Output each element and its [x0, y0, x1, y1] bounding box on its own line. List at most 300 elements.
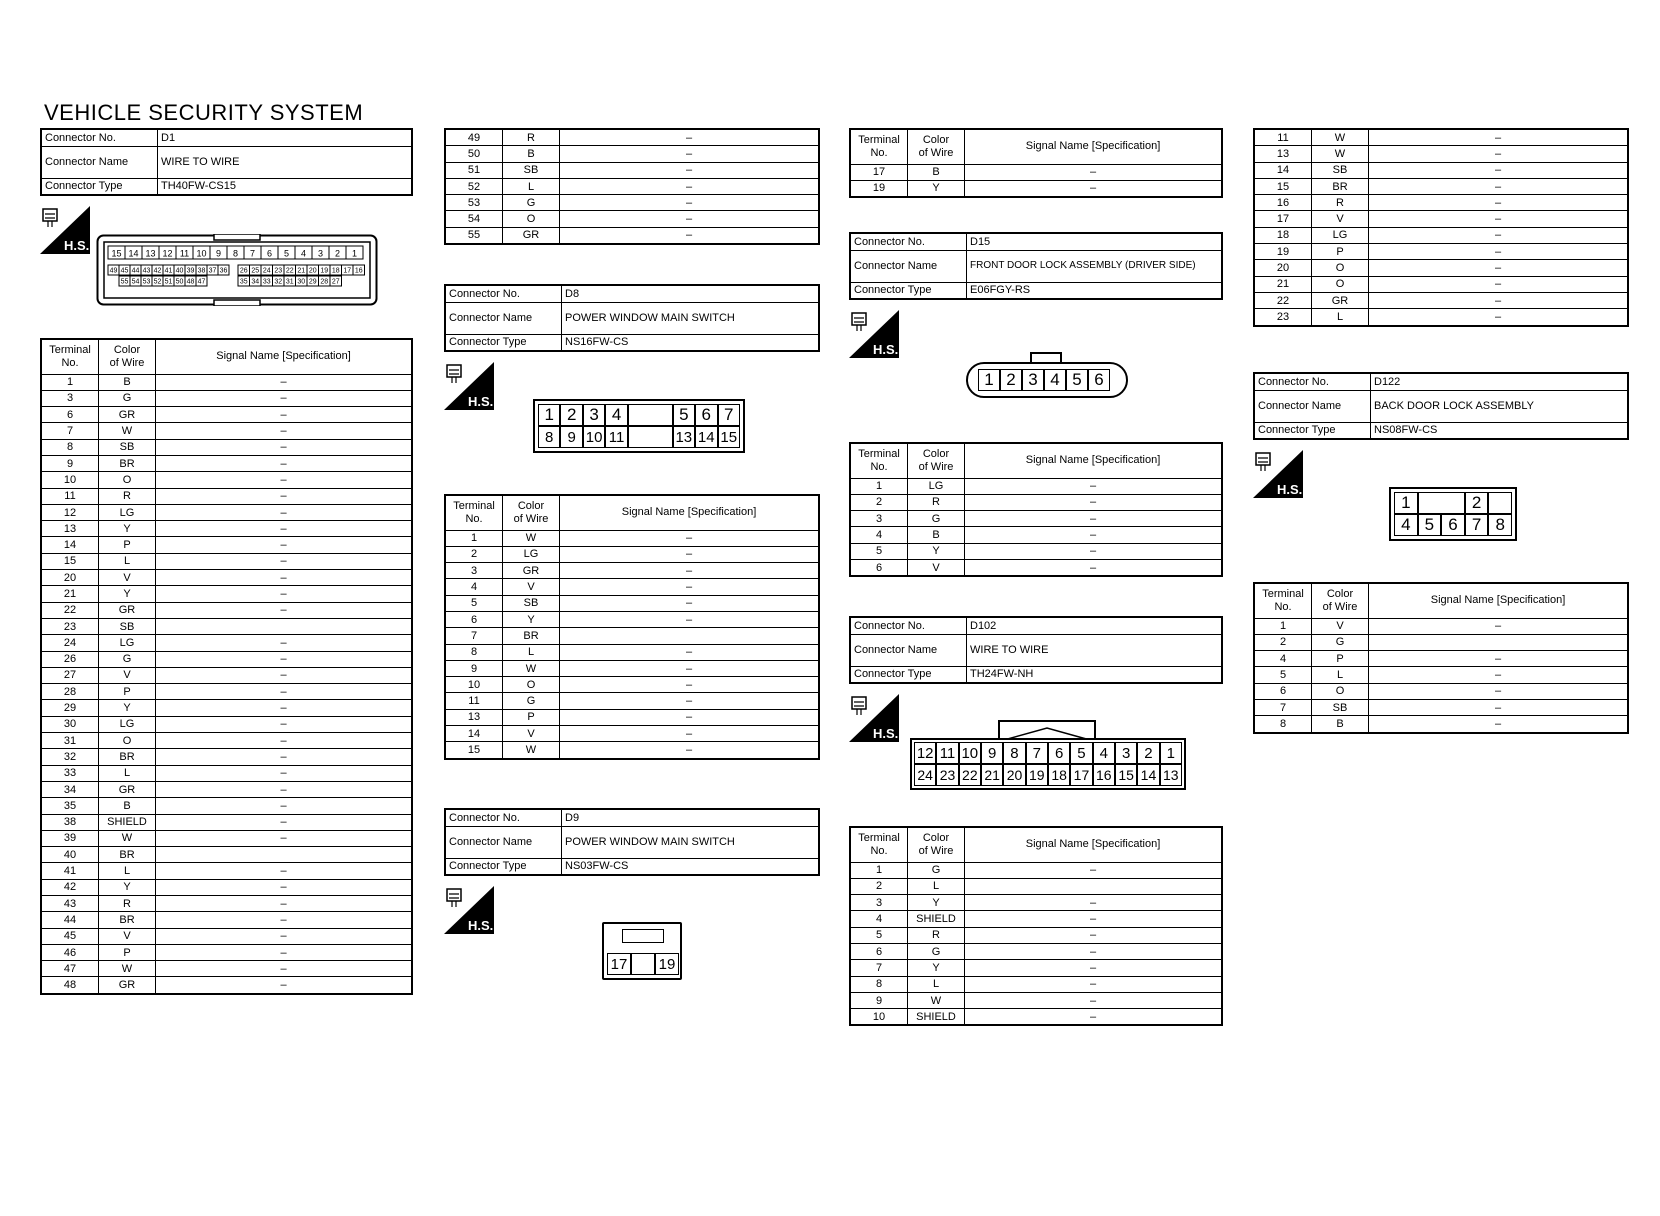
wire-color-cell: L	[1312, 309, 1369, 326]
wire-color-cell: L	[99, 863, 156, 879]
signal-name-cell: –	[560, 211, 820, 227]
signal-name-cell: –	[965, 862, 1223, 878]
signal-name-cell: –	[965, 895, 1223, 911]
connector-pin: 19	[320, 267, 329, 275]
connector-pin: 7	[1026, 742, 1048, 764]
table-row	[850, 943, 1222, 959]
signal-name-cell: –	[1369, 146, 1629, 162]
wire-color-cell: SB	[99, 439, 156, 455]
table-row	[445, 742, 819, 759]
signal-name-cell: –	[156, 553, 413, 569]
table-row	[445, 693, 819, 709]
label-connector-type: Connector Type	[1254, 422, 1371, 439]
connector-type-value: NS03FW-CS	[562, 858, 820, 875]
wire-color-cell: BR	[503, 628, 560, 644]
signal-name-cell: –	[156, 455, 413, 471]
wire-color-cell: L	[503, 178, 560, 194]
terminal-no-cell: 47	[41, 961, 99, 977]
terminal-table-d9	[849, 128, 1223, 198]
wire-color-cell: V	[1312, 211, 1369, 227]
connector-pin: 51	[164, 278, 173, 286]
signal-name-cell: –	[560, 579, 820, 595]
terminal-no-cell: 52	[445, 178, 503, 194]
connector-key	[1418, 492, 1465, 514]
signal-name-cell	[156, 618, 413, 634]
connector-pin: 16	[354, 267, 363, 275]
signal-name-cell: –	[560, 563, 820, 579]
wire-color-cell: P	[1312, 244, 1369, 260]
table-row	[41, 488, 412, 504]
table-row	[445, 611, 819, 627]
wire-color-cell: G	[99, 390, 156, 406]
connector-pin: 47	[197, 278, 206, 286]
connector-key	[631, 953, 655, 975]
signal-name-cell: –	[560, 693, 820, 709]
table-row	[445, 546, 819, 562]
table-row	[41, 407, 412, 423]
table-row	[41, 618, 412, 634]
signal-name-cell: –	[1369, 309, 1629, 326]
signal-name-cell: –	[1369, 244, 1629, 260]
table-row	[41, 635, 412, 651]
connector-pin: 5	[1070, 742, 1092, 764]
table-row	[445, 530, 819, 546]
connector-no-value: D15	[967, 233, 1223, 250]
table-row	[41, 570, 412, 586]
wire-color-cell: SHIELD	[99, 814, 156, 830]
connector-pin: 40	[175, 267, 184, 275]
signal-name-cell: –	[560, 129, 820, 146]
connector-info-d102	[849, 616, 1223, 684]
wire-color-cell: R	[1312, 195, 1369, 211]
wire-color-cell: W	[1312, 146, 1369, 162]
signal-name-cell: –	[1369, 276, 1629, 292]
terminal-no-cell: 10	[445, 677, 503, 693]
connector-type-value: TH40FW-CS15	[158, 178, 413, 195]
wire-color-cell: L	[99, 765, 156, 781]
table-row	[41, 553, 412, 569]
wire-color-cell: GR	[99, 602, 156, 618]
terminal-no-cell: 4	[445, 579, 503, 595]
connector-type-value: NS08FW-CS	[1371, 422, 1629, 439]
table-row	[1254, 227, 1628, 243]
wire-color-cell: V	[99, 570, 156, 586]
connector-pin: 9	[215, 248, 222, 259]
d102-connector-diagram	[910, 720, 1186, 794]
terminal-no-cell: 26	[41, 651, 99, 667]
signal-name-cell: –	[156, 635, 413, 651]
signal-name-cell: –	[156, 439, 413, 455]
signal-name-cell: –	[1369, 162, 1629, 178]
signal-name-cell: –	[560, 546, 820, 562]
signal-name-cell: –	[965, 1009, 1223, 1026]
connector-pin: 11	[605, 426, 627, 448]
table-row	[41, 684, 412, 700]
table-row	[41, 733, 412, 749]
signal-name-cell: –	[560, 162, 820, 178]
table-row	[850, 527, 1222, 543]
header-terminal: Terminal No.	[850, 827, 908, 862]
wire-color-cell: G	[908, 862, 965, 878]
connector-pin: 1	[538, 404, 560, 426]
signal-name-cell: –	[156, 504, 413, 520]
signal-name-cell: –	[1369, 618, 1629, 634]
label-connector-name: Connector Name	[41, 146, 158, 178]
connector-pin: 41	[164, 267, 173, 275]
wire-color-cell: B	[1312, 716, 1369, 733]
signal-name-cell: –	[156, 716, 413, 732]
table-row	[850, 911, 1222, 927]
connector-pin: 1	[978, 369, 1000, 391]
header-color: Color of Wire	[1312, 583, 1369, 618]
connector-pin: 52	[153, 278, 162, 286]
wire-color-cell: GR	[99, 407, 156, 423]
terminal-no-cell: 3	[445, 563, 503, 579]
connector-no-value: D102	[967, 617, 1223, 634]
terminal-no-cell: 5	[1254, 667, 1312, 683]
signal-name-cell: –	[1369, 178, 1629, 194]
connector-pin: 10	[196, 248, 207, 259]
terminal-no-cell: 22	[1254, 292, 1312, 308]
signal-name-cell: –	[156, 390, 413, 406]
table-row	[41, 977, 412, 994]
table-row	[41, 781, 412, 797]
wire-color-cell: Y	[908, 543, 965, 559]
terminal-no-cell: 50	[445, 146, 503, 162]
connector-pin: 29	[308, 278, 317, 286]
connector-pin: 3	[583, 404, 605, 426]
connector-pin: 1	[1160, 742, 1182, 764]
terminal-table-d1-continued	[444, 128, 820, 245]
connector-pin: 8	[1003, 742, 1025, 764]
table-row	[850, 543, 1222, 559]
label-connector-no: Connector No.	[1254, 373, 1371, 390]
table-row	[1254, 309, 1628, 326]
table-row	[445, 644, 819, 660]
terminal-no-cell: 2	[445, 546, 503, 562]
connector-pin: 6	[266, 248, 273, 259]
header-signal: Signal Name [Specification]	[1369, 583, 1629, 618]
terminal-no-cell: 4	[850, 527, 908, 543]
terminal-no-cell: 6	[850, 559, 908, 576]
connector-pin: 14	[1137, 764, 1159, 786]
table-row	[1254, 178, 1628, 194]
svg-text:H.S.: H.S.	[64, 238, 90, 253]
wire-color-cell: L	[908, 878, 965, 894]
wire-color-cell: W	[99, 961, 156, 977]
wire-color-cell: R	[908, 494, 965, 510]
table-row	[41, 700, 412, 716]
header-signal: Signal Name [Specification]	[965, 827, 1223, 862]
signal-name-cell: –	[156, 684, 413, 700]
signal-name-cell: –	[156, 781, 413, 797]
table-row	[1254, 146, 1628, 162]
terminal-no-cell: 9	[850, 992, 908, 1008]
d1-top-row	[108, 246, 363, 259]
connector-pin: 13	[1160, 764, 1182, 786]
connector-pin: 31	[285, 278, 294, 286]
wire-color-cell: L	[99, 553, 156, 569]
connector-pin: 48	[186, 278, 195, 286]
table-row	[41, 863, 412, 879]
connector-pin: 6	[1088, 369, 1110, 391]
table-row	[445, 628, 819, 644]
wire-color-cell: LG	[99, 504, 156, 520]
label-connector-name: Connector Name	[445, 826, 562, 858]
terminal-no-cell: 14	[1254, 162, 1312, 178]
connector-pin: 5	[283, 248, 290, 259]
terminal-no-cell: 8	[445, 644, 503, 660]
signal-name-cell: –	[156, 374, 413, 390]
terminal-no-cell: 13	[445, 709, 503, 725]
signal-name-cell: –	[1369, 129, 1629, 146]
table-row	[445, 227, 819, 244]
wire-color-cell: W	[503, 530, 560, 546]
terminal-no-cell: 28	[41, 684, 99, 700]
terminal-no-cell: 11	[41, 488, 99, 504]
connector-pin: 20	[1003, 764, 1025, 786]
connector-info-d8	[444, 284, 820, 352]
connector-pin: 4	[605, 404, 627, 426]
wire-color-cell: L	[1312, 667, 1369, 683]
wire-color-cell: BR	[99, 455, 156, 471]
signal-name-cell: –	[156, 488, 413, 504]
connector-pin: 5	[673, 404, 695, 426]
table-row	[1254, 276, 1628, 292]
table-row	[850, 511, 1222, 527]
connector-pin: 26	[239, 267, 248, 275]
terminal-no-cell: 27	[41, 667, 99, 683]
signal-name-cell: –	[156, 961, 413, 977]
table-row	[1254, 260, 1628, 276]
terminal-no-cell: 6	[41, 407, 99, 423]
d9-connector-diagram	[602, 922, 682, 980]
connector-pin: 17	[1070, 764, 1092, 786]
header-signal: Signal Name [Specification]	[560, 495, 820, 530]
hs-harness-icon	[444, 886, 494, 934]
signal-name-cell: –	[965, 976, 1223, 992]
signal-name-cell: –	[560, 595, 820, 611]
terminal-no-cell: 8	[850, 976, 908, 992]
signal-name-cell: –	[560, 227, 820, 244]
table-row	[1254, 211, 1628, 227]
signal-name-cell: –	[965, 511, 1223, 527]
terminal-no-cell: 38	[41, 814, 99, 830]
table-row	[41, 798, 412, 814]
wire-color-cell: P	[1312, 651, 1369, 667]
signal-name-cell: –	[965, 559, 1223, 576]
connector-name-value: POWER WINDOW MAIN SWITCH	[562, 302, 820, 334]
signal-name-cell	[965, 878, 1223, 894]
wire-color-cell: SHIELD	[908, 911, 965, 927]
connector-info-d9	[444, 808, 820, 876]
wire-color-cell: SB	[1312, 162, 1369, 178]
wire-color-cell: Y	[908, 960, 965, 976]
terminal-no-cell: 53	[445, 195, 503, 211]
svg-text:H.S.: H.S.	[468, 394, 494, 409]
table-row	[850, 992, 1222, 1008]
wire-color-cell: W	[99, 830, 156, 846]
signal-name-cell	[560, 628, 820, 644]
wire-color-cell: G	[503, 195, 560, 211]
wire-color-cell: BR	[99, 847, 156, 863]
wire-color-cell: O	[1312, 683, 1369, 699]
terminal-no-cell: 1	[445, 530, 503, 546]
table-row	[1254, 129, 1628, 146]
terminal-no-cell: 40	[41, 847, 99, 863]
terminal-no-cell: 39	[41, 830, 99, 846]
terminal-no-cell: 15	[445, 742, 503, 759]
terminal-no-cell: 23	[1254, 309, 1312, 326]
table-row	[850, 164, 1222, 180]
svg-text:H.S.: H.S.	[873, 726, 899, 741]
signal-name-cell: –	[560, 726, 820, 742]
wire-color-cell: Y	[908, 895, 965, 911]
wire-color-cell: V	[503, 726, 560, 742]
signal-name-cell: –	[156, 879, 413, 895]
wire-color-cell: V	[99, 667, 156, 683]
connector-pin: 4	[1093, 742, 1115, 764]
connector-pin: 45	[120, 267, 129, 275]
connector-pin: 5	[1066, 369, 1088, 391]
table-row	[445, 211, 819, 227]
terminal-no-cell: 3	[41, 390, 99, 406]
wire-color-cell: V	[99, 928, 156, 944]
terminal-no-cell: 1	[41, 374, 99, 390]
connector-pin: 7	[718, 404, 740, 426]
wire-color-cell: LG	[99, 716, 156, 732]
terminal-no-cell: 51	[445, 162, 503, 178]
terminal-no-cell: 20	[41, 570, 99, 586]
table-row	[41, 896, 412, 912]
terminal-table-d102	[849, 826, 1223, 1026]
hs-harness-icon	[40, 206, 90, 254]
connector-pin: 22	[959, 764, 981, 786]
terminal-no-cell: 49	[445, 129, 503, 146]
wire-color-cell: W	[908, 992, 965, 1008]
wire-color-cell: L	[503, 644, 560, 660]
terminal-no-cell: 31	[41, 733, 99, 749]
d8-connector-diagram	[533, 399, 745, 453]
wire-color-cell: GR	[99, 977, 156, 994]
terminal-no-cell: 3	[850, 895, 908, 911]
terminal-no-cell: 4	[850, 911, 908, 927]
signal-name-cell: –	[1369, 667, 1629, 683]
table-row	[850, 494, 1222, 510]
wire-color-cell: GR	[503, 227, 560, 244]
connector-name-value: FRONT DOOR LOCK ASSEMBLY (DRIVER SIDE)	[967, 250, 1223, 282]
wire-color-cell: G	[908, 511, 965, 527]
signal-name-cell: –	[965, 911, 1223, 927]
terminal-no-cell: 42	[41, 879, 99, 895]
terminal-no-cell: 8	[41, 439, 99, 455]
table-row	[41, 667, 412, 683]
wire-color-cell: W	[1312, 129, 1369, 146]
signal-name-cell: –	[1369, 716, 1629, 733]
table-row	[445, 178, 819, 194]
terminal-no-cell: 2	[850, 494, 908, 510]
connector-type-value: NS16FW-CS	[562, 334, 820, 351]
connector-pin: 49	[109, 267, 118, 275]
table-row	[1254, 618, 1628, 634]
wire-color-cell: V	[1312, 618, 1369, 634]
wire-color-cell: LG	[1312, 227, 1369, 243]
table-row	[850, 478, 1222, 494]
signal-name-cell: –	[560, 644, 820, 660]
terminal-no-cell: 17	[1254, 211, 1312, 227]
wire-color-cell: B	[908, 164, 965, 180]
wire-color-cell: SB	[503, 162, 560, 178]
d1-connector-diagram	[96, 234, 378, 306]
table-row	[41, 912, 412, 928]
header-terminal: Terminal No.	[445, 495, 503, 530]
connector-pin: 42	[153, 267, 162, 275]
table-row	[445, 195, 819, 211]
connector-pin: 12	[914, 742, 936, 764]
terminal-no-cell: 5	[850, 543, 908, 559]
connector-pin: 33	[262, 278, 271, 286]
signal-name-cell: –	[156, 472, 413, 488]
signal-name-cell: –	[156, 700, 413, 716]
wire-color-cell: B	[908, 527, 965, 543]
signal-name-cell: –	[156, 407, 413, 423]
table-row	[445, 129, 819, 146]
table-row	[41, 602, 412, 618]
terminal-no-cell: 33	[41, 765, 99, 781]
terminal-no-cell: 5	[445, 595, 503, 611]
connector-key	[1488, 492, 1512, 514]
signal-name-cell: –	[156, 749, 413, 765]
connector-key	[628, 426, 673, 448]
wire-color-cell: B	[99, 374, 156, 390]
wire-color-cell: R	[908, 927, 965, 943]
terminal-no-cell: 1	[850, 862, 908, 878]
connector-info-d15	[849, 232, 1223, 300]
hs-harness-icon	[444, 362, 494, 410]
table-row	[850, 862, 1222, 878]
connector-pin: 2	[1137, 742, 1159, 764]
wire-color-cell: W	[503, 742, 560, 759]
terminal-no-cell: 7	[41, 423, 99, 439]
terminal-no-cell: 35	[41, 798, 99, 814]
connector-pin: 2	[1000, 369, 1022, 391]
svg-text:H.S.: H.S.	[873, 342, 899, 357]
table-row	[41, 374, 412, 390]
wire-color-cell: GR	[99, 781, 156, 797]
connector-pin: 9	[560, 426, 582, 448]
table-row	[850, 927, 1222, 943]
table-row	[41, 455, 412, 471]
connector-pin: 3	[1022, 369, 1044, 391]
connector-pin: 13	[145, 248, 156, 259]
signal-name-cell: –	[156, 537, 413, 553]
terminal-no-cell: 20	[1254, 260, 1312, 276]
connector-pin: 34	[251, 278, 260, 286]
table-row	[41, 423, 412, 439]
label-connector-name: Connector Name	[850, 634, 967, 666]
terminal-no-cell: 11	[445, 693, 503, 709]
connector-pin: 16	[1093, 764, 1115, 786]
terminal-no-cell: 17	[850, 164, 908, 180]
connector-pin: 38	[197, 267, 206, 275]
connector-pin: 6	[1441, 514, 1465, 536]
signal-name-cell: –	[1369, 292, 1629, 308]
terminal-no-cell: 29	[41, 700, 99, 716]
table-row	[445, 579, 819, 595]
header-terminal: Terminal No.	[850, 443, 908, 478]
connector-pin: 50	[175, 278, 184, 286]
signal-name-cell: –	[156, 798, 413, 814]
